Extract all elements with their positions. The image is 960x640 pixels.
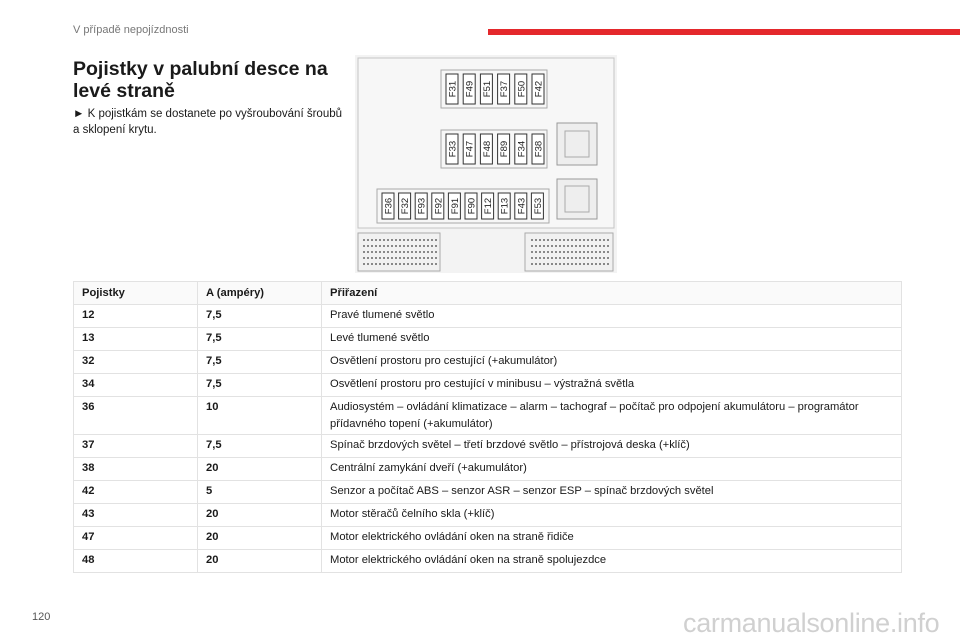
fuse-cell: 42	[74, 481, 198, 504]
connector-pin	[395, 263, 397, 265]
assignment-cell: Senzor a počítač ABS – senzor ASR – senzor ESP – spínač brzdových světel	[322, 481, 902, 504]
fuse-label: F50	[516, 80, 528, 98]
fuse-label: F49	[464, 80, 476, 98]
fuse-label: F51	[481, 80, 493, 98]
connector-pin	[411, 263, 413, 265]
table-row	[74, 374, 902, 397]
connector-pin	[563, 257, 565, 259]
connector-pin	[547, 239, 549, 241]
table-row	[74, 351, 902, 374]
assignment-cell: Motor elektrického ovládání oken na straně řidiče	[322, 527, 902, 550]
connector-pin	[535, 239, 537, 241]
fuse-cell: 12	[74, 305, 198, 328]
connector-pin	[531, 257, 533, 259]
connector-pin	[555, 257, 557, 259]
connector-pin	[415, 239, 417, 241]
amps-cell: 10	[198, 397, 322, 435]
connector-pin	[371, 245, 373, 247]
fuse-label: F43	[516, 197, 528, 215]
connector-pin	[575, 251, 577, 253]
assignment-cell: Centrální zamykání dveří (+akumulátor)	[322, 458, 902, 481]
connector-pin	[571, 263, 573, 265]
fuse-cell: 32	[74, 351, 198, 374]
fuse-label: F48	[481, 140, 493, 158]
fuse-label: F89	[499, 140, 511, 158]
connector-pin	[531, 263, 533, 265]
fuse-cell: 37	[74, 435, 198, 458]
connector-pin	[563, 239, 565, 241]
connector-pin	[387, 263, 389, 265]
page-number: 120	[32, 611, 51, 623]
connector-pin	[579, 263, 581, 265]
fuse-label: F37	[499, 80, 511, 98]
connector-pin	[403, 245, 405, 247]
connector-pin	[415, 251, 417, 253]
amps-cell: 20	[198, 527, 322, 550]
connector-pin	[603, 245, 605, 247]
connector-pin	[407, 245, 409, 247]
connector-pin	[435, 239, 437, 241]
connector-right	[525, 233, 613, 271]
fuse-label: F34	[516, 140, 528, 158]
connector-pin	[399, 263, 401, 265]
connector-pin	[539, 251, 541, 253]
assignment-cell: Audiosystém – ovládání klimatizace – alarm – tachograf – počítač pro odpojení akumulátoru – programátor přídavného topení (+akumulátor)	[322, 397, 902, 435]
fuse-label: F42	[533, 80, 545, 98]
connector-pin	[567, 257, 569, 259]
amps-cell: 7,5	[198, 435, 322, 458]
connector-pin	[583, 257, 585, 259]
connector-left	[358, 233, 440, 271]
connector-pin	[607, 263, 609, 265]
connector-pin	[571, 251, 573, 253]
connector-pin	[591, 251, 593, 253]
intro-text: ► K pojistkám se dostanete po vyšroubování šroubů a sklopení krytu.	[73, 108, 343, 136]
connector-pin	[583, 263, 585, 265]
connector-pin	[607, 251, 609, 253]
connector-pin	[419, 251, 421, 253]
connector-pin	[371, 251, 373, 253]
connector-pin	[375, 245, 377, 247]
amps-cell: 7,5	[198, 351, 322, 374]
connector-pin	[379, 245, 381, 247]
connector-pin	[411, 239, 413, 241]
connector-pin	[407, 257, 409, 259]
connector-pin	[551, 239, 553, 241]
connector-pin	[379, 263, 381, 265]
connector-pin	[543, 239, 545, 241]
fuse-cell: 48	[74, 550, 198, 573]
table-row	[74, 305, 902, 328]
connector-pin	[427, 257, 429, 259]
connector-pin	[379, 251, 381, 253]
connector-pin	[403, 257, 405, 259]
connector-pin	[363, 257, 365, 259]
connector-pin	[551, 251, 553, 253]
connector-pin	[403, 239, 405, 241]
connector-pin	[551, 245, 553, 247]
connector-pin	[559, 257, 561, 259]
connector-pin	[423, 245, 425, 247]
fuse-label: F47	[464, 140, 476, 158]
connector-pin	[535, 251, 537, 253]
connector-pin	[427, 251, 429, 253]
connector-pin	[607, 257, 609, 259]
connector-pin	[539, 245, 541, 247]
connector-pin	[407, 251, 409, 253]
connector-pin	[383, 251, 385, 253]
connector-pin	[603, 257, 605, 259]
assignment-cell: Motor stěračů čelního skla (+klíč)	[322, 504, 902, 527]
connector-pin	[375, 239, 377, 241]
connector-pin	[547, 257, 549, 259]
connector-pin	[367, 239, 369, 241]
table-row	[74, 328, 902, 351]
table-row	[74, 504, 902, 527]
connector-pin	[391, 239, 393, 241]
connector-pin	[367, 251, 369, 253]
fuse-label: F31	[447, 80, 459, 98]
connector-pin	[411, 251, 413, 253]
connector-pin	[583, 239, 585, 241]
connector-pin	[591, 239, 593, 241]
connector-pin	[395, 257, 397, 259]
connector-pin	[535, 257, 537, 259]
amps-cell: 20	[198, 458, 322, 481]
connector-pin	[391, 263, 393, 265]
connector-pin	[435, 257, 437, 259]
connector-pin	[555, 263, 557, 265]
connector-pin	[575, 263, 577, 265]
connector-pin	[363, 251, 365, 253]
fuse-label: F32	[400, 197, 412, 215]
assignment-cell: Spínač brzdových světel – třetí brzdové světlo – přístrojová deska (+klíč)	[322, 435, 902, 458]
fuse-label: F53	[532, 197, 544, 215]
fuse-cell: 38	[74, 458, 198, 481]
connector-pin	[375, 251, 377, 253]
connector-pin	[543, 257, 545, 259]
connector-pin	[603, 251, 605, 253]
connector-pin	[375, 257, 377, 259]
connector-pin	[531, 239, 533, 241]
connector-pin	[599, 245, 601, 247]
fuse-cell: 36	[74, 397, 198, 435]
connector-pin	[431, 263, 433, 265]
connector-pin	[563, 263, 565, 265]
amps-cell: 7,5	[198, 305, 322, 328]
connector-pin	[419, 263, 421, 265]
connector-pin	[539, 263, 541, 265]
connector-pin	[415, 263, 417, 265]
column-header-fuse: Pojistky	[74, 282, 198, 305]
header-title: V případě nepojízdnosti	[73, 24, 189, 36]
fuse-label: F38	[533, 140, 545, 158]
fuse-box-diagram	[355, 55, 617, 273]
connector-pin	[559, 245, 561, 247]
connector-pin	[399, 251, 401, 253]
connector-pin	[539, 239, 541, 241]
table-row	[74, 481, 902, 504]
connector-pin	[423, 257, 425, 259]
connector-pin	[555, 239, 557, 241]
connector-pin	[387, 257, 389, 259]
connector-pin	[571, 257, 573, 259]
connector-pin	[563, 245, 565, 247]
connector-pin	[419, 257, 421, 259]
table-row	[74, 435, 902, 458]
fuse-cell: 47	[74, 527, 198, 550]
connector-pin	[399, 245, 401, 247]
connector-pin	[599, 257, 601, 259]
connector-pin	[567, 251, 569, 253]
connector-pin	[599, 263, 601, 265]
connector-pin	[591, 257, 593, 259]
table-row	[74, 527, 902, 550]
connector-pin	[575, 239, 577, 241]
watermark: carmanualsonline.info	[683, 608, 940, 638]
connector-pin	[395, 251, 397, 253]
connector-pin	[587, 257, 589, 259]
connector-pin	[587, 251, 589, 253]
connector-pin	[595, 263, 597, 265]
connector-pin	[391, 245, 393, 247]
connector-pin	[583, 245, 585, 247]
connector-pin	[383, 263, 385, 265]
connector-pin	[587, 239, 589, 241]
connector-pin	[431, 257, 433, 259]
connector-pin	[415, 257, 417, 259]
connector-pin	[595, 239, 597, 241]
connector-pin	[603, 239, 605, 241]
connector-pin	[555, 245, 557, 247]
fuse-cell: 13	[74, 328, 198, 351]
connector-pin	[539, 257, 541, 259]
connector-pin	[431, 245, 433, 247]
connector-pin	[595, 257, 597, 259]
connector-pin	[403, 251, 405, 253]
connector-pin	[531, 245, 533, 247]
connector-pin	[423, 263, 425, 265]
connector-pin	[363, 263, 365, 265]
assignment-cell: Osvětlení prostoru pro cestující v minibusu – výstražná světla	[322, 374, 902, 397]
connector-pin	[543, 245, 545, 247]
connector-pin	[607, 245, 609, 247]
connector-pin	[387, 239, 389, 241]
connector-pin	[423, 251, 425, 253]
connector-pin	[555, 251, 557, 253]
connector-pin	[391, 251, 393, 253]
connector-pin	[587, 263, 589, 265]
fuse-label: F90	[466, 197, 478, 215]
assignment-cell: Osvětlení prostoru pro cestující (+akumulátor)	[322, 351, 902, 374]
connector-pin	[395, 239, 397, 241]
connector-pin	[563, 251, 565, 253]
fuse-label: F91	[449, 197, 461, 215]
connector-pin	[567, 263, 569, 265]
connector-pin	[535, 263, 537, 265]
connector-pin	[559, 239, 561, 241]
connector-pin	[571, 239, 573, 241]
connector-pin	[567, 245, 569, 247]
connector-pin	[427, 239, 429, 241]
connector-pin	[571, 245, 573, 247]
amps-cell: 7,5	[198, 328, 322, 351]
connector-pin	[599, 251, 601, 253]
connector-pin	[435, 251, 437, 253]
connector-pin	[371, 263, 373, 265]
connector-pin	[387, 251, 389, 253]
assignment-cell: Pravé tlumené světlo	[322, 305, 902, 328]
connector-pin	[375, 263, 377, 265]
connector-pin	[419, 245, 421, 247]
connector-pin	[407, 263, 409, 265]
table-header-row	[74, 282, 902, 305]
connector-pin	[411, 245, 413, 247]
connector-pin	[607, 239, 609, 241]
connector-pin	[575, 245, 577, 247]
fuse-label: F12	[483, 197, 495, 215]
connector-pin	[583, 251, 585, 253]
connector-pin	[591, 245, 593, 247]
fuse-label: F13	[499, 197, 511, 215]
amps-cell: 20	[198, 504, 322, 527]
connector-pin	[567, 239, 569, 241]
connector-pin	[579, 239, 581, 241]
column-header-assignment: Přiřazení	[322, 282, 902, 305]
table-row	[74, 458, 902, 481]
header-accent-bar	[488, 29, 960, 35]
connector-pin	[383, 257, 385, 259]
connector-pin	[595, 251, 597, 253]
amps-cell: 7,5	[198, 374, 322, 397]
fuse-table	[73, 281, 902, 573]
connector-pin	[547, 263, 549, 265]
fuse-label: F93	[416, 197, 428, 215]
connector-pin	[395, 245, 397, 247]
connector-pin	[559, 263, 561, 265]
connector-pin	[399, 257, 401, 259]
fuse-cell: 34	[74, 374, 198, 397]
fuse-label: F92	[433, 197, 445, 215]
connector-pin	[367, 245, 369, 247]
fuse-label: F33	[447, 140, 459, 158]
amps-cell: 20	[198, 550, 322, 573]
connector-pin	[591, 263, 593, 265]
connector-pin	[599, 239, 601, 241]
connector-pin	[411, 257, 413, 259]
connector-pin	[383, 239, 385, 241]
connector-pin	[595, 245, 597, 247]
assignment-cell: Levé tlumené světlo	[322, 328, 902, 351]
connector-pin	[547, 245, 549, 247]
connector-pin	[423, 239, 425, 241]
fuse-label: F36	[383, 197, 395, 215]
connector-pin	[367, 263, 369, 265]
connector-pin	[579, 257, 581, 259]
connector-pin	[419, 239, 421, 241]
amps-cell: 5	[198, 481, 322, 504]
connector-pin	[587, 245, 589, 247]
connector-pin	[543, 263, 545, 265]
connector-pin	[363, 245, 365, 247]
column-header-amps: A (ampéry)	[198, 282, 322, 305]
connector-pin	[379, 257, 381, 259]
connector-pin	[371, 257, 373, 259]
connector-pin	[363, 239, 365, 241]
connector-pin	[579, 245, 581, 247]
connector-pin	[559, 251, 561, 253]
connector-pin	[551, 257, 553, 259]
connector-pin	[415, 245, 417, 247]
assignment-cell: Motor elektrického ovládání oken na straně spolujezdce	[322, 550, 902, 573]
connector-pin	[431, 251, 433, 253]
connector-pin	[367, 257, 369, 259]
connector-pin	[427, 245, 429, 247]
connector-pin	[407, 239, 409, 241]
connector-pin	[427, 263, 429, 265]
connector-pin	[547, 251, 549, 253]
connector-pin	[371, 239, 373, 241]
connector-pin	[387, 245, 389, 247]
connector-pin	[575, 257, 577, 259]
connector-pin	[435, 263, 437, 265]
connector-pin	[399, 239, 401, 241]
connector-pin	[551, 263, 553, 265]
connector-pin	[535, 245, 537, 247]
connector-pin	[403, 263, 405, 265]
connector-pin	[543, 251, 545, 253]
section-title: Pojistky v palubní desce na levé straně	[73, 58, 328, 102]
connector-pin	[391, 257, 393, 259]
fuse-cell: 43	[74, 504, 198, 527]
connector-pin	[435, 245, 437, 247]
connector-pin	[603, 263, 605, 265]
table-row	[74, 397, 902, 435]
connector-pin	[531, 251, 533, 253]
table-row	[74, 550, 902, 573]
connector-pin	[431, 239, 433, 241]
connector-pin	[579, 251, 581, 253]
connector-pin	[383, 245, 385, 247]
connector-pin	[379, 239, 381, 241]
